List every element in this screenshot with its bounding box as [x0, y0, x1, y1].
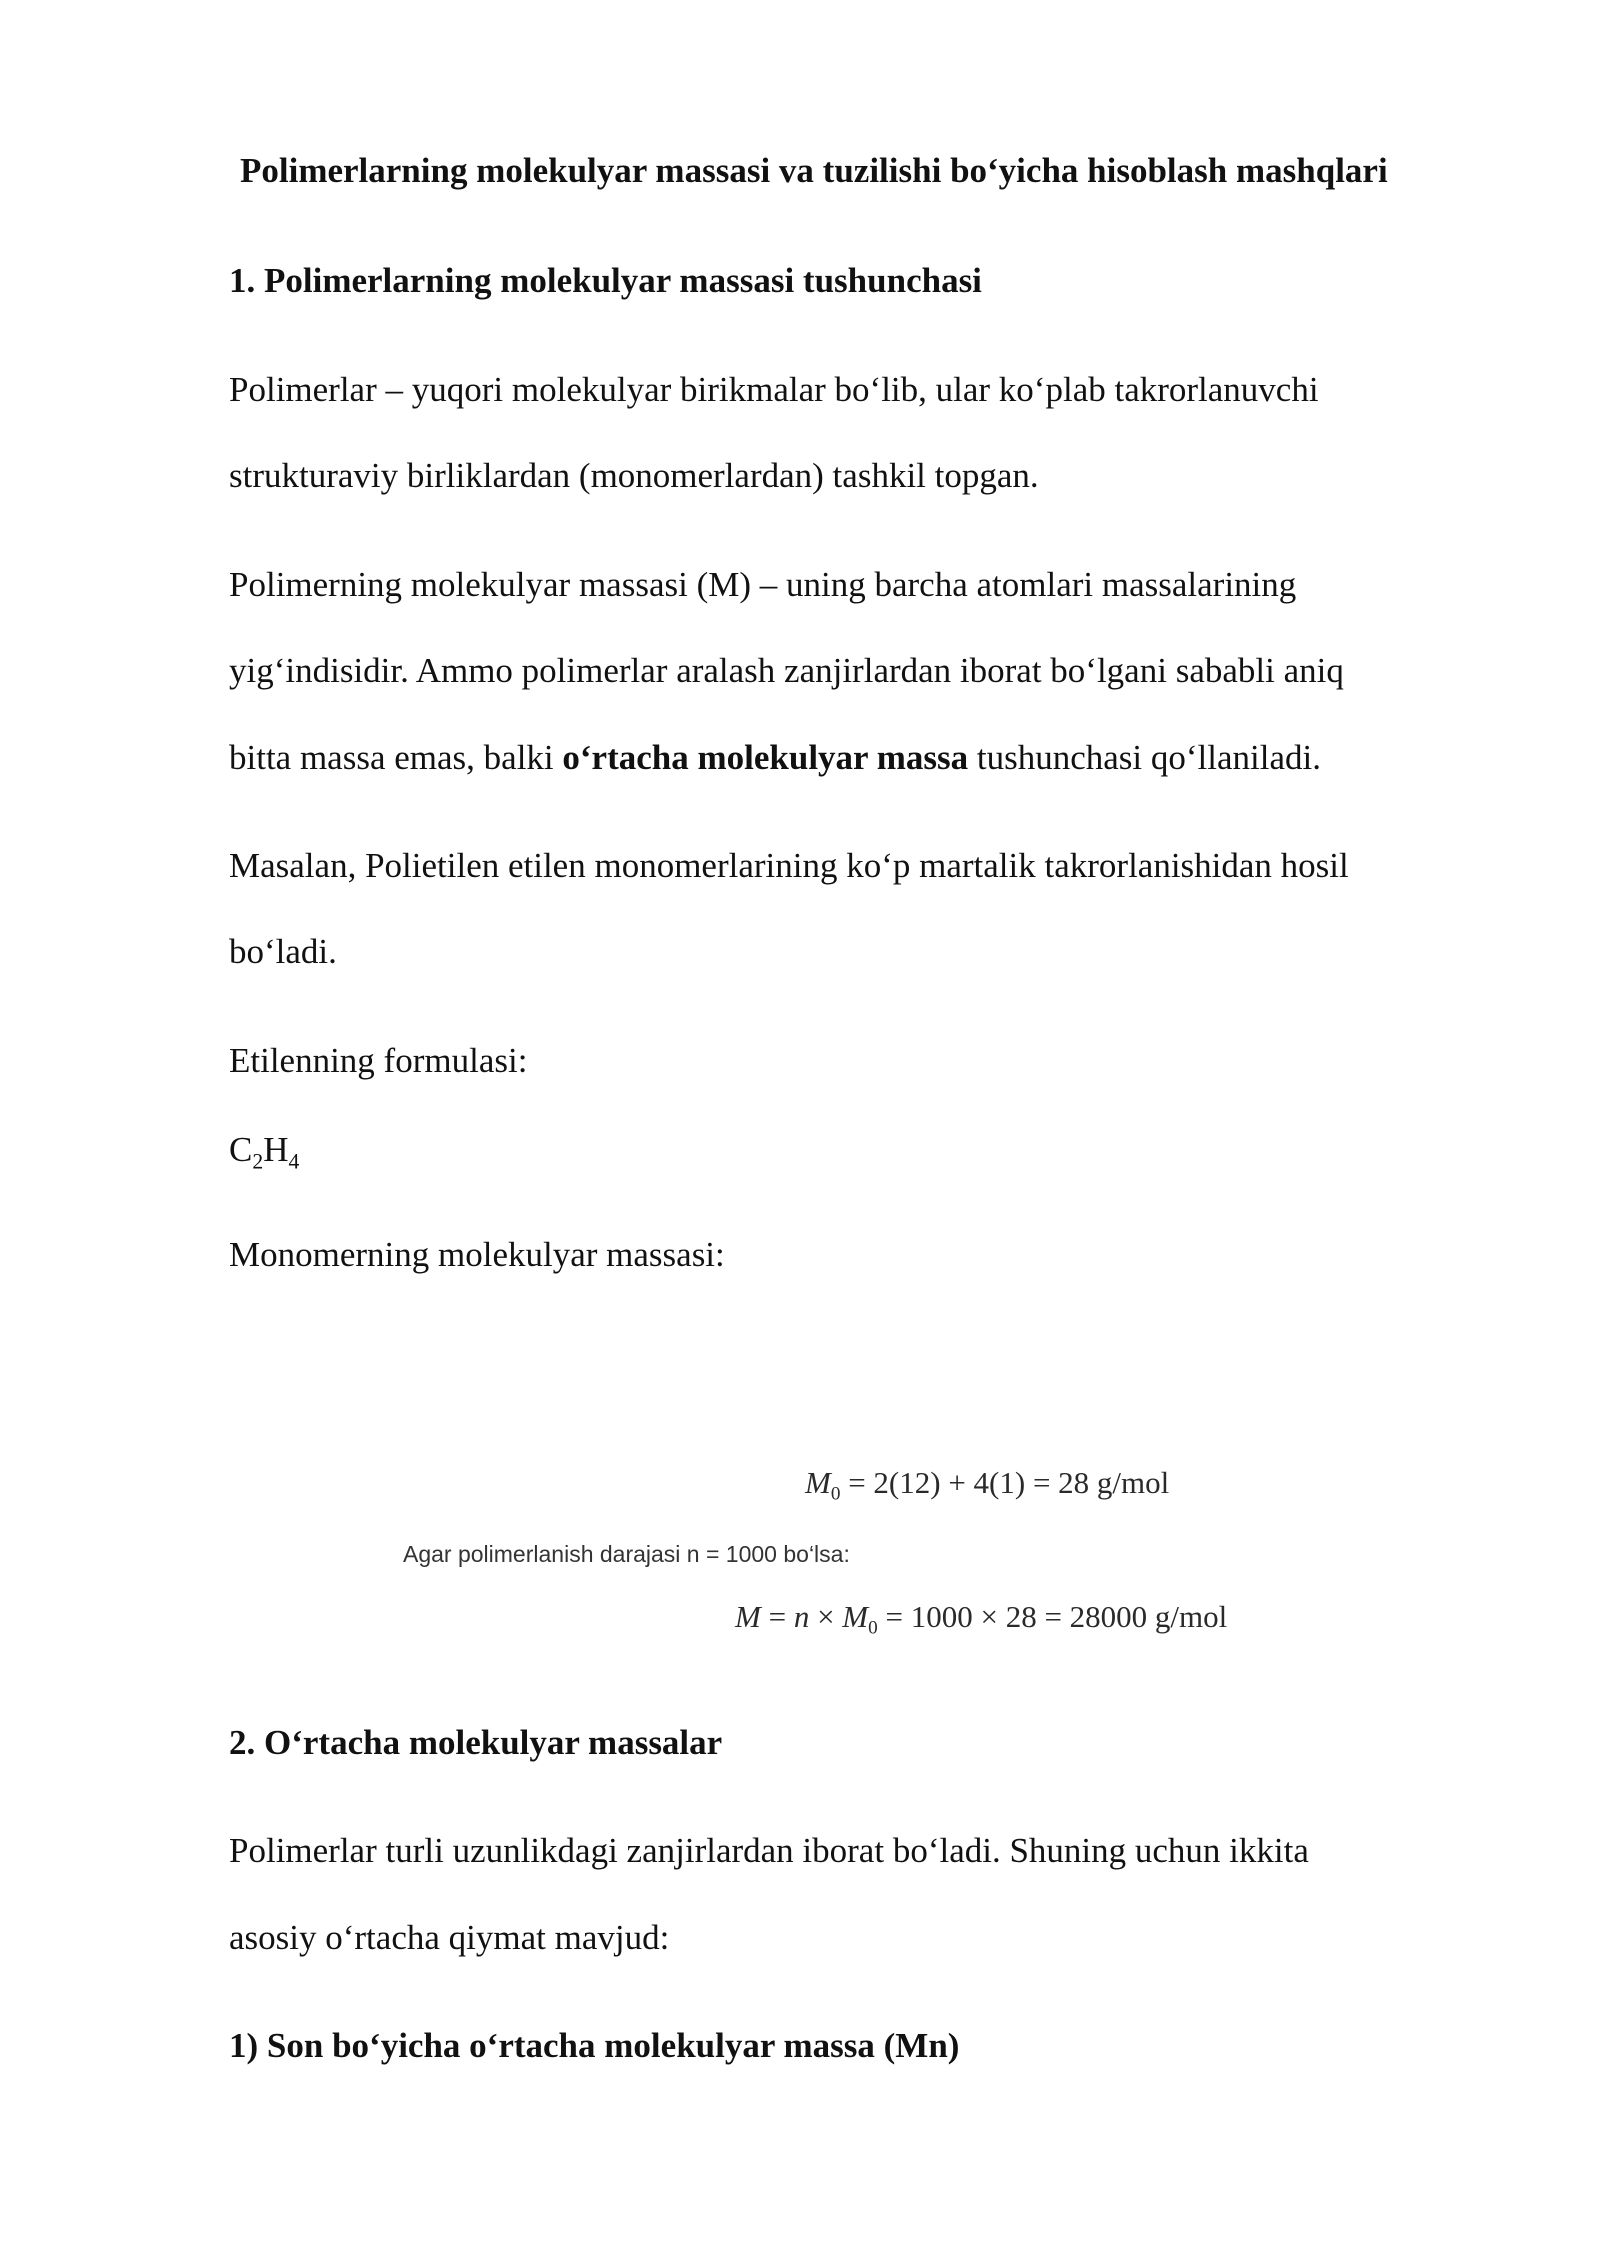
paragraph-1-line-2: strukturaviy birliklardan (monomerlardan) tashkil topgan. — [229, 456, 1039, 495]
section-2-paragraph-line-1: Polimerlar turli uzunlikdagi zanjirlardan iborat bo‘ladi. Shuning uchun ikkita — [229, 1831, 1309, 1870]
paragraph-2-line-3-start: bitta massa emas, balki — [229, 738, 563, 777]
equation-2-m0-subscript: 0 — [868, 1617, 878, 1639]
equation-1-variable-subscript: 0 — [830, 1483, 841, 1505]
paragraph-2-line-3 — [229, 738, 1321, 778]
monomer-mass-equation — [805, 1465, 1170, 1505]
formula-hydrogen: H — [263, 1130, 289, 1169]
formula-hydrogen-subscript: 4 — [288, 1149, 300, 1174]
formula-carbon-subscript: 2 — [252, 1149, 264, 1174]
ethylene-formula-label: Etilenning formulasi: — [229, 1041, 528, 1080]
monomer-mass-label: Monomerning molekulyar massasi: — [229, 1235, 725, 1274]
equation-1-variable: M — [805, 1465, 831, 1500]
equation-2-m0: M — [842, 1599, 869, 1634]
paragraph-3-line-1: Masalan, Polietilen etilen monomerlarining ko‘p martalik takrorlanishidan hosil — [229, 846, 1349, 885]
average-molecular-mass-term: o‘rtacha molekulyar massa — [562, 738, 969, 777]
paragraph-3-line-2: bo‘ladi. — [229, 932, 337, 971]
polymer-mass-equation — [735, 1599, 1228, 1639]
ethylene-formula — [229, 1130, 300, 1174]
equation-1-rhs: = 2(12) + 4(1) = 28 g/mol — [840, 1465, 1170, 1500]
section-2-heading: 2. O‘rtacha molekulyar massalar — [229, 1723, 723, 1762]
section-2-paragraph-line-2: asosiy o‘rtacha qiymat mavjud: — [229, 1918, 670, 1957]
polymerization-degree-caption: Agar polimerlanish darajasi n = 1000 bo‘lsa: — [403, 1541, 850, 1567]
paragraph-2-line-2: yig‘indisidir. Ammo polimerlar aralash zanjirlardan iborat bo‘lgani sababli aniq — [229, 651, 1344, 690]
document-title: Polimerlarning molekulyar massasi va tuzilishi bo‘yicha hisoblash mashqlari — [240, 151, 1388, 190]
formula-carbon: C — [229, 1130, 253, 1169]
equation-2-rhs: = 1000 × 28 = 28000 g/mol — [877, 1599, 1228, 1634]
equation-2-m: M — [735, 1599, 761, 1634]
section-1-heading: 1. Polimerlarning molekulyar massasi tushunchasi — [229, 261, 982, 300]
equation-2-equals: = — [760, 1599, 794, 1634]
equation-2-times: × — [809, 1599, 843, 1634]
paragraph-2-line-1: Polimerning molekulyar massasi (M) – uning barcha atomlari massalarining — [229, 565, 1297, 604]
paragraph-1-line-1: Polimerlar – yuqori molekulyar birikmalar bo‘lib, ular ko‘plab takrorlanuvchi — [229, 370, 1319, 409]
paragraph-2-line-3-end: tushunchasi qo‘llaniladi. — [968, 738, 1321, 777]
equation-2-n: n — [793, 1599, 810, 1634]
mn-subheading: 1) Son bo‘yicha o‘rtacha molekulyar massa (Mn) — [229, 2026, 960, 2065]
